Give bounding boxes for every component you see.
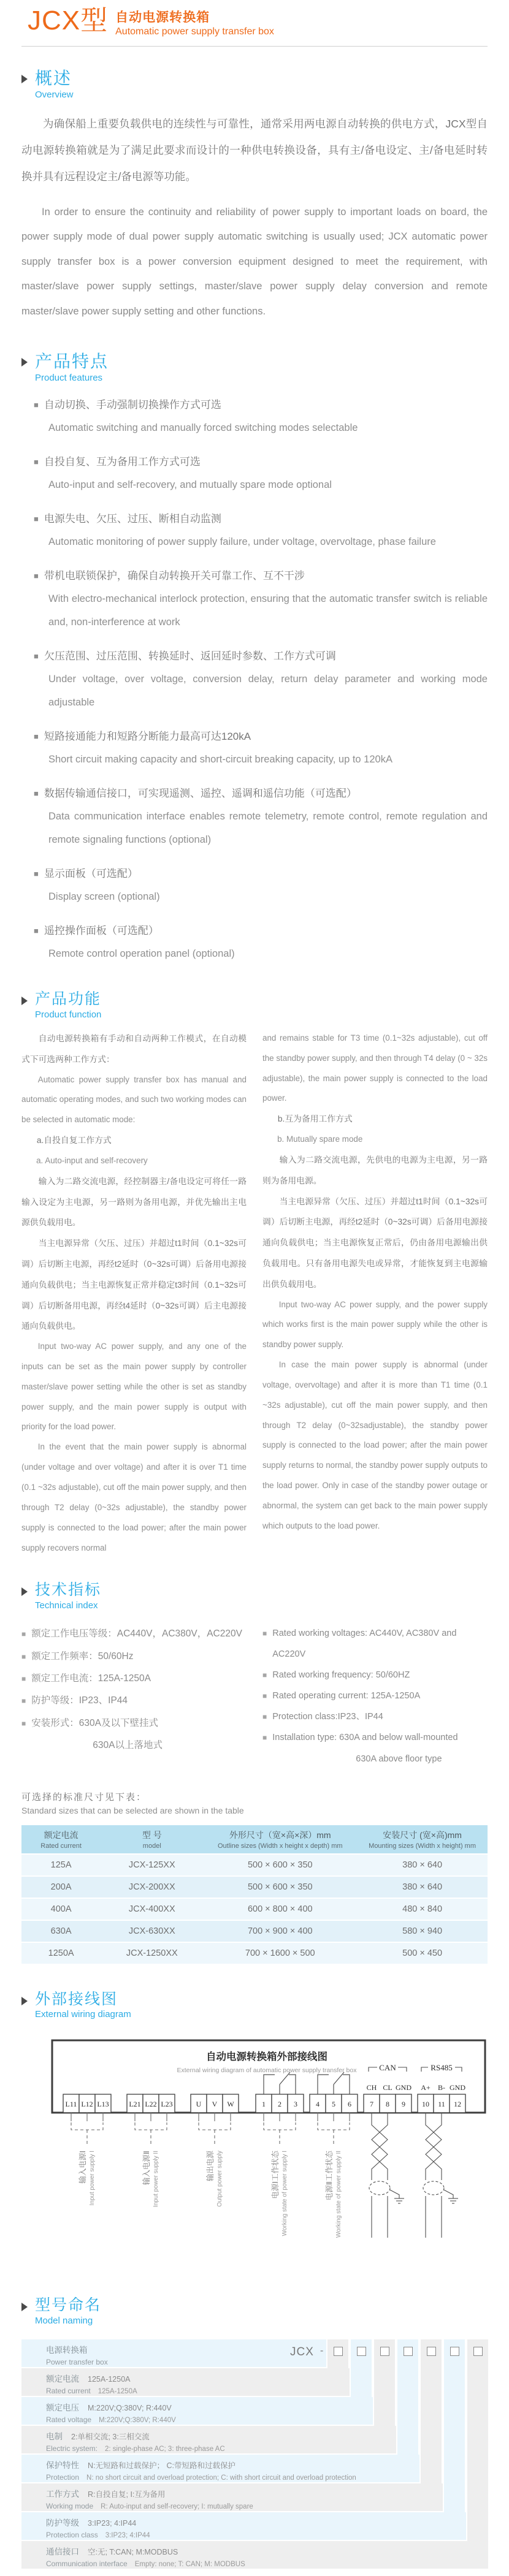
model-code-box xyxy=(380,2347,389,2356)
table-row: 1250A JCX-1250XX 700 × 1600 × 500 500 × 450 xyxy=(21,1942,488,1964)
technical-item: 安装形式：630A及以下壁挂式 xyxy=(31,1717,158,1728)
bullet-square-icon: ■ xyxy=(21,1696,26,1706)
bullet-square-icon: ■ xyxy=(34,869,39,879)
technical-item-continued: 630A above floor type xyxy=(356,1753,442,1764)
section-subtitle: Product features xyxy=(35,373,103,384)
svg-text:GND: GND xyxy=(450,2083,465,2092)
section-function xyxy=(21,990,488,1558)
section-arrow-icon xyxy=(21,358,28,367)
feature-en: Auto-input and self-recovery, and mutually spare mode optional xyxy=(48,479,332,491)
svg-text:Working state of power supply: Working state of power supply I xyxy=(281,2151,288,2236)
naming-row: 工作方式 R:自投自复; I:互为备用 Working mode R: Auto-input and self-recovery; I: mutually spare xyxy=(21,2483,443,2511)
section-wiring xyxy=(21,1991,488,2281)
feature-item xyxy=(34,564,488,634)
table-header-row xyxy=(21,1825,488,1854)
page-header xyxy=(21,6,488,37)
bullet-square-icon: ■ xyxy=(262,1712,267,1722)
function-paragraph: b.互为备用工作方式 xyxy=(277,1114,353,1124)
bullet-square-icon: ■ xyxy=(34,571,39,581)
technical-left-column xyxy=(21,1623,247,1769)
sizes-note-en: Standard sizes that can be selected are shown in the table xyxy=(21,1805,244,1815)
section-title: 产品功能 xyxy=(35,990,102,1008)
technical-right-column xyxy=(262,1623,488,1769)
feature-en: Short circuit making capacity and short-circuit breaking capacity, up to 120kA xyxy=(48,754,392,766)
feature-cn: 电源失电、欠压、过压、断相自动监测 xyxy=(44,513,221,525)
naming-row: 防护等级 3:IP23; 4:IP44 Protection class 3:IP23; 4:IP44 xyxy=(21,2512,466,2540)
section-subtitle: Product function xyxy=(35,1009,102,1020)
function-paragraph: 自动电源转换箱有手动和自动两种工作模式，在自动模式下可选两种工作方式： xyxy=(21,1033,247,1064)
function-paragraph: In the event that the main power supply is abnormal (under voltage and over voltage) and after it is over T1 time (0.1 ~32s adjustable), cut off the main power supply, and then through T2 delay (0~32s adjustable), the standby power supply is connected to the load power; after the main power supply recovers normal xyxy=(21,1442,247,1552)
model-dash: - xyxy=(320,2346,324,2357)
diagram-title-cn: 自动电源转换箱外部接线图 xyxy=(206,2051,327,2063)
can-bus-label: CAN xyxy=(379,2063,396,2073)
feature-item xyxy=(34,507,488,554)
svg-text:L22: L22 xyxy=(145,2100,157,2109)
feature-item xyxy=(34,393,488,440)
svg-text:Input power supply II: Input power supply II xyxy=(153,2151,159,2208)
section-naming xyxy=(21,2297,488,2571)
feature-cn: 短路接通能力和短路分断能力最高可达120kA xyxy=(44,731,251,743)
section-arrow-icon xyxy=(21,1587,28,1596)
function-paragraph: Input two-way AC power supply, and the power supply which works first is the main power supply while the other is standby power supply. xyxy=(262,1299,488,1350)
function-paragraph: and remains stable for T3 time (0.1~32s adjustable), cut off the standby power supply, and then through T4 delay (0 ~ 32s adjustable), the main power supply is connected to the load power. xyxy=(262,1033,488,1103)
model-prefix: JCX xyxy=(290,2346,314,2359)
table-row: 400A JCX-400XX 600 × 800 × 400 480 × 840 xyxy=(21,1898,488,1920)
naming-row: 保护特性 N:无短路和过载保护； C:带短路和过载保护 Protection N: no short circuit and overload protection; C: with short circuit and overload protection xyxy=(21,2455,419,2482)
svg-text:输出电源: 输出电源 xyxy=(206,2151,215,2182)
section-subtitle: Technical index xyxy=(35,1600,98,1611)
svg-text:输入电源Ⅰ: 输入电源Ⅰ xyxy=(78,2151,87,2184)
rs485-bus-label: RS485 xyxy=(431,2063,453,2073)
bullet-square-icon: ■ xyxy=(262,1692,267,1701)
technical-item: Installation type: 630A and below wall-mounted xyxy=(272,1733,458,1743)
bullet-square-icon: ■ xyxy=(34,732,39,742)
svg-text:10: 10 xyxy=(422,2100,429,2109)
section-features xyxy=(21,352,488,966)
section-subtitle: External wiring diagram xyxy=(35,2009,131,2020)
section-overview xyxy=(21,69,488,324)
bullet-square-icon: ■ xyxy=(34,926,39,936)
svg-text:2: 2 xyxy=(278,2100,281,2109)
feature-cn: 带机电联锁保护，确保自动转换开关可靠工作、互不干涉 xyxy=(44,570,305,582)
group-brackets xyxy=(71,2122,350,2146)
feature-en: Remote control operation panel (optional) xyxy=(48,948,235,960)
naming-row: 通信接口 空:无; T:CAN; M:MODBUS Communication interface Empty: none; T: CAN; M: MODBUS xyxy=(21,2541,488,2569)
diagram-title-en: External wiring diagram of automatic power supply transfer box xyxy=(177,2067,357,2075)
svg-text:Working state of power supply: Working state of power supply II xyxy=(335,2151,342,2238)
table-row: 125A JCX-125XX 500 × 600 × 350 380 × 640 xyxy=(21,1854,488,1876)
feature-cn: 自动切换、手动强制切换操作方式可选 xyxy=(44,399,221,411)
svg-text:CH: CH xyxy=(366,2083,377,2092)
function-paragraph: In case the main power supply is abnormal (under voltage, overvoltage) and after it is more than T1 time (0.1 ~32s adjustable), cut off the main power supply, and then through T2 delay (0~32sadjustable), the standby power supply is connected to the load power; after the main power supply returns to normal, the standby power supply outputs to the load power. Only in case of the standby power outage or abnormal, the system can get back to the main power supply which outputs to the load power. xyxy=(262,1360,488,1530)
model-code-box xyxy=(450,2347,459,2356)
technical-item: Rated working voltages: AC440V, AC380V and AC220V xyxy=(272,1628,457,1660)
feature-item xyxy=(34,644,488,715)
naming-row: 额定电压 M:220V;Q:380V; R:440V Rated voltage M:220V;Q:380V; R:440V xyxy=(21,2397,373,2425)
bullet-square-icon: ■ xyxy=(21,1719,26,1728)
svg-text:12: 12 xyxy=(454,2100,461,2109)
technical-item: 额定工作电压等级：AC440V，AC380V，AC220V xyxy=(31,1628,242,1639)
group-labels xyxy=(78,2151,342,2238)
svg-text:L12: L12 xyxy=(81,2100,93,2109)
section-title: 概述 xyxy=(35,69,72,88)
feature-cn: 自投自复、互为备用工作方式可选 xyxy=(44,456,201,468)
svg-text:L23: L23 xyxy=(161,2100,173,2109)
naming-column xyxy=(467,2339,488,2569)
svg-text:7: 7 xyxy=(370,2100,373,2109)
section-title: 外部接线图 xyxy=(35,1990,118,2008)
model-code-box xyxy=(404,2347,413,2356)
feature-en: Data communication interface enables remote telemetry, remote control, remote regulation and remote signaling functions (optional) xyxy=(48,811,488,846)
feature-en: Automatic monitoring of power supply failure, under voltage, overvoltage, phase failure xyxy=(48,536,436,548)
section-arrow-icon xyxy=(21,75,28,83)
naming-column xyxy=(444,2339,465,2540)
bullet-square-icon: ■ xyxy=(34,457,39,467)
model-code-box xyxy=(427,2347,436,2356)
feature-en: Automatic switching and manually forced switching modes selectable xyxy=(48,422,358,434)
svg-text:CL: CL xyxy=(383,2083,392,2092)
technical-item: Rated working frequency: 50/60HZ xyxy=(272,1670,410,1681)
feature-item xyxy=(34,919,488,966)
section-arrow-icon xyxy=(21,2303,28,2311)
sizes-note-cn: 可选择的标准尺寸见下表： xyxy=(21,1791,147,1803)
svg-text:A+: A+ xyxy=(421,2083,431,2092)
svg-text:V: V xyxy=(212,2100,218,2109)
overview-paragraph-cn: 为确保船上重要负载供电的连续性与可靠性，通常采用两电源自动转换的供电方式，JCX型自动电源转换箱就是为了满足此要求而设计的一种供电转换设备，具有主/备电设定、主/备电延时转换并具有远程设定主/备电源等功能。 xyxy=(21,118,488,183)
sizes-table xyxy=(21,1824,488,1965)
feature-en: Display screen (optional) xyxy=(48,891,160,903)
feature-en: Under voltage, over voltage, conversion delay, return delay parameter and working mode adjustable xyxy=(48,674,488,709)
feature-cn: 显示面板（可选配） xyxy=(44,868,138,880)
bullet-square-icon: ■ xyxy=(21,1630,26,1639)
technical-item: 额定工作频率：50/60Hz xyxy=(31,1651,134,1662)
page-title: 自动电源转换箱 xyxy=(115,10,210,25)
bullet-square-icon: ■ xyxy=(21,1652,26,1661)
svg-text:3: 3 xyxy=(294,2100,297,2109)
section-title: 技术指标 xyxy=(35,1581,102,1599)
model-naming-diagram xyxy=(21,2339,488,2571)
svg-text:9: 9 xyxy=(402,2100,405,2109)
svg-text:Output power supply: Output power supply xyxy=(216,2151,223,2208)
section-arrow-icon xyxy=(21,997,28,1005)
svg-text:8: 8 xyxy=(386,2100,389,2109)
feature-cn: 欠压范围、过压范围、转换延时、返回延时参数、工作方式可调 xyxy=(44,650,336,663)
feature-item xyxy=(34,781,488,852)
bullet-square-icon: ■ xyxy=(262,1629,267,1638)
bullet-square-icon: ■ xyxy=(262,1733,267,1742)
function-paragraph: a.自投自复工作方式 xyxy=(36,1136,112,1146)
feature-item xyxy=(34,450,488,497)
function-paragraph: b. Mutually spare mode xyxy=(277,1134,363,1144)
bullet-square-icon: ■ xyxy=(34,789,39,799)
bullet-square-icon: ■ xyxy=(34,400,39,410)
feature-cn: 数据传输通信接口，可实现遥测、遥控、遥调和遥信功能（可选配） xyxy=(44,788,357,800)
section-technical xyxy=(21,1581,488,1769)
feature-item xyxy=(34,724,488,772)
svg-text:U: U xyxy=(196,2100,202,2109)
function-paragraph: a. Auto-input and self-recovery xyxy=(36,1155,148,1165)
svg-text:电源Ⅰ工作状态: 电源Ⅰ工作状态 xyxy=(271,2151,280,2199)
section-subtitle: Overview xyxy=(35,89,74,101)
svg-text:L11: L11 xyxy=(65,2100,77,2109)
feature-cn: 遥控操作面板（可选配） xyxy=(44,925,159,937)
svg-text:L13: L13 xyxy=(97,2100,109,2109)
function-paragraph: Input two-way AC power supply, and any one of the inputs can be set as the main power supply by controller master/slave power setting while the other is set as standby power supply, and the main power supply is output with priority for the load power. xyxy=(21,1342,247,1432)
svg-text:W: W xyxy=(227,2100,234,2109)
wiring-diagram xyxy=(21,2035,488,2281)
column-header: 额定电流 Rated current xyxy=(21,1825,101,1854)
naming-row: 额定电流 125A-1250A Rated current 125A-1250A xyxy=(21,2368,350,2396)
section-subtitle: Model naming xyxy=(35,2316,93,2327)
function-paragraph: 当主电源异常（欠压、过压）并超过t1时间（0.1~32s可调）后切断主电源，再经t2延时（0~32s可调）后备用电源接通向负载供电；当主电源恢复正常后，仍由备用电源输出供负载用电。只有备用电源失电或异常，才能恢复到主电源输出供负载用电。 xyxy=(262,1196,488,1289)
feature-en: With electro-mechanical interlock protection, ensuring that the automatic transfer switch is reliable and, non-interference at work xyxy=(48,593,488,628)
svg-text:4: 4 xyxy=(316,2100,320,2109)
bullet-square-icon: ■ xyxy=(34,514,39,524)
function-paragraph: 当主电源异常（欠压、过压）并超过t1时间（0.1~32s可调）后切断主电源，再经t2延时（0~32s可调）后备用电源接通向负载供电；当主电源恢复正常并稳定t3时间（0.1~32s可调）后切断备用电源，再经t4延时（0~32s可调）后主电源接通向负载供电。 xyxy=(21,1239,247,1331)
function-paragraph: Automatic power supply transfer box has manual and automatic operating modes, and such two working modes can be selected in automatic mode: xyxy=(21,1074,247,1125)
section-title: 型号命名 xyxy=(35,2297,102,2314)
bullet-square-icon: ■ xyxy=(34,652,39,661)
function-paragraph: 输入为二路交流电源，先供电的电源为主电源，另一路则为备用电源。 xyxy=(262,1155,488,1185)
svg-text:L21: L21 xyxy=(129,2100,141,2109)
column-header: 安装尺寸 (宽×高)mm Mounting sizes (Width x height) mm xyxy=(357,1825,488,1854)
technical-item: 额定工作电流：125A-1250A xyxy=(31,1673,151,1684)
svg-text:6: 6 xyxy=(348,2100,351,2109)
svg-text:输入电源Ⅱ: 输入电源Ⅱ xyxy=(142,2151,151,2186)
column-header: 外形尺寸（宽×高×深）mm Outline sizes (Width x height x depth) mm xyxy=(203,1825,357,1854)
model-code-box xyxy=(357,2347,366,2356)
section-sizes xyxy=(21,1790,488,1965)
table-row: 630A JCX-630XX 700 × 900 × 400 580 × 940 xyxy=(21,1920,488,1942)
function-right-column xyxy=(262,1028,488,1558)
model-code-box xyxy=(473,2347,483,2356)
feature-item xyxy=(34,862,488,909)
technical-item: Protection class:IP23、IP44 xyxy=(272,1712,383,1722)
svg-text:Input power supply I: Input power supply I xyxy=(89,2151,96,2206)
svg-text:11: 11 xyxy=(438,2100,445,2109)
table-row: 200A JCX-200XX 500 × 600 × 350 380 × 640 xyxy=(21,1876,488,1898)
page-title-en: Automatic power supply transfer box xyxy=(115,26,274,37)
technical-item-continued: 630A以上落地式 xyxy=(93,1740,163,1751)
function-left-column xyxy=(21,1028,247,1558)
terminal-stubs xyxy=(71,2113,350,2121)
model-code-box xyxy=(334,2347,343,2356)
svg-text:1: 1 xyxy=(262,2100,266,2109)
overview-paragraph-en: In order to ensure the continuity and reliability of power supply to important loads on board, the power supply mode of dual power supply automatic switching is usually used; JCX automatic power supply transfer box is a power conversion equipment designed to meet the requirement, with master/slave power supply settings, master/slave power supply delay conversion and remote master/slave power supply setting and other functions. xyxy=(21,206,488,317)
naming-row: 电源转换箱 Power transfer box xyxy=(21,2339,326,2367)
twisted-pair-rs485-icon xyxy=(423,2113,458,2238)
section-title: 产品特点 xyxy=(35,351,109,371)
svg-text:5: 5 xyxy=(332,2100,335,2109)
technical-item: Rated operating current: 125A-1250A xyxy=(272,1691,421,1701)
bullet-square-icon: ■ xyxy=(262,1671,267,1680)
datasheet-page xyxy=(21,0,488,2576)
bullet-square-icon: ■ xyxy=(21,1674,26,1683)
svg-text:电源Ⅱ工作状态: 电源Ⅱ工作状态 xyxy=(325,2151,334,2201)
column-header: 型 号 model xyxy=(101,1825,203,1854)
svg-text:B-: B- xyxy=(438,2083,445,2092)
section-arrow-icon xyxy=(21,1997,28,2005)
function-paragraph: 输入为二路交流电源，经控制器主/备电设定可将任一路输入设定为主电源，另一路则为备用电源，并优先输出主电源供负载用电。 xyxy=(21,1176,247,1228)
product-model: JCX型 xyxy=(28,6,109,36)
technical-item: 防护等级：IP23、IP44 xyxy=(31,1695,128,1706)
naming-row: 电制 2:单相交流; 3:三相交流 Electric system: 2: single-phase AC; 3: three-phase AC xyxy=(21,2426,396,2453)
header-divider xyxy=(21,46,488,47)
svg-text:GND: GND xyxy=(396,2083,411,2092)
twisted-pair-can-icon xyxy=(369,2113,404,2238)
